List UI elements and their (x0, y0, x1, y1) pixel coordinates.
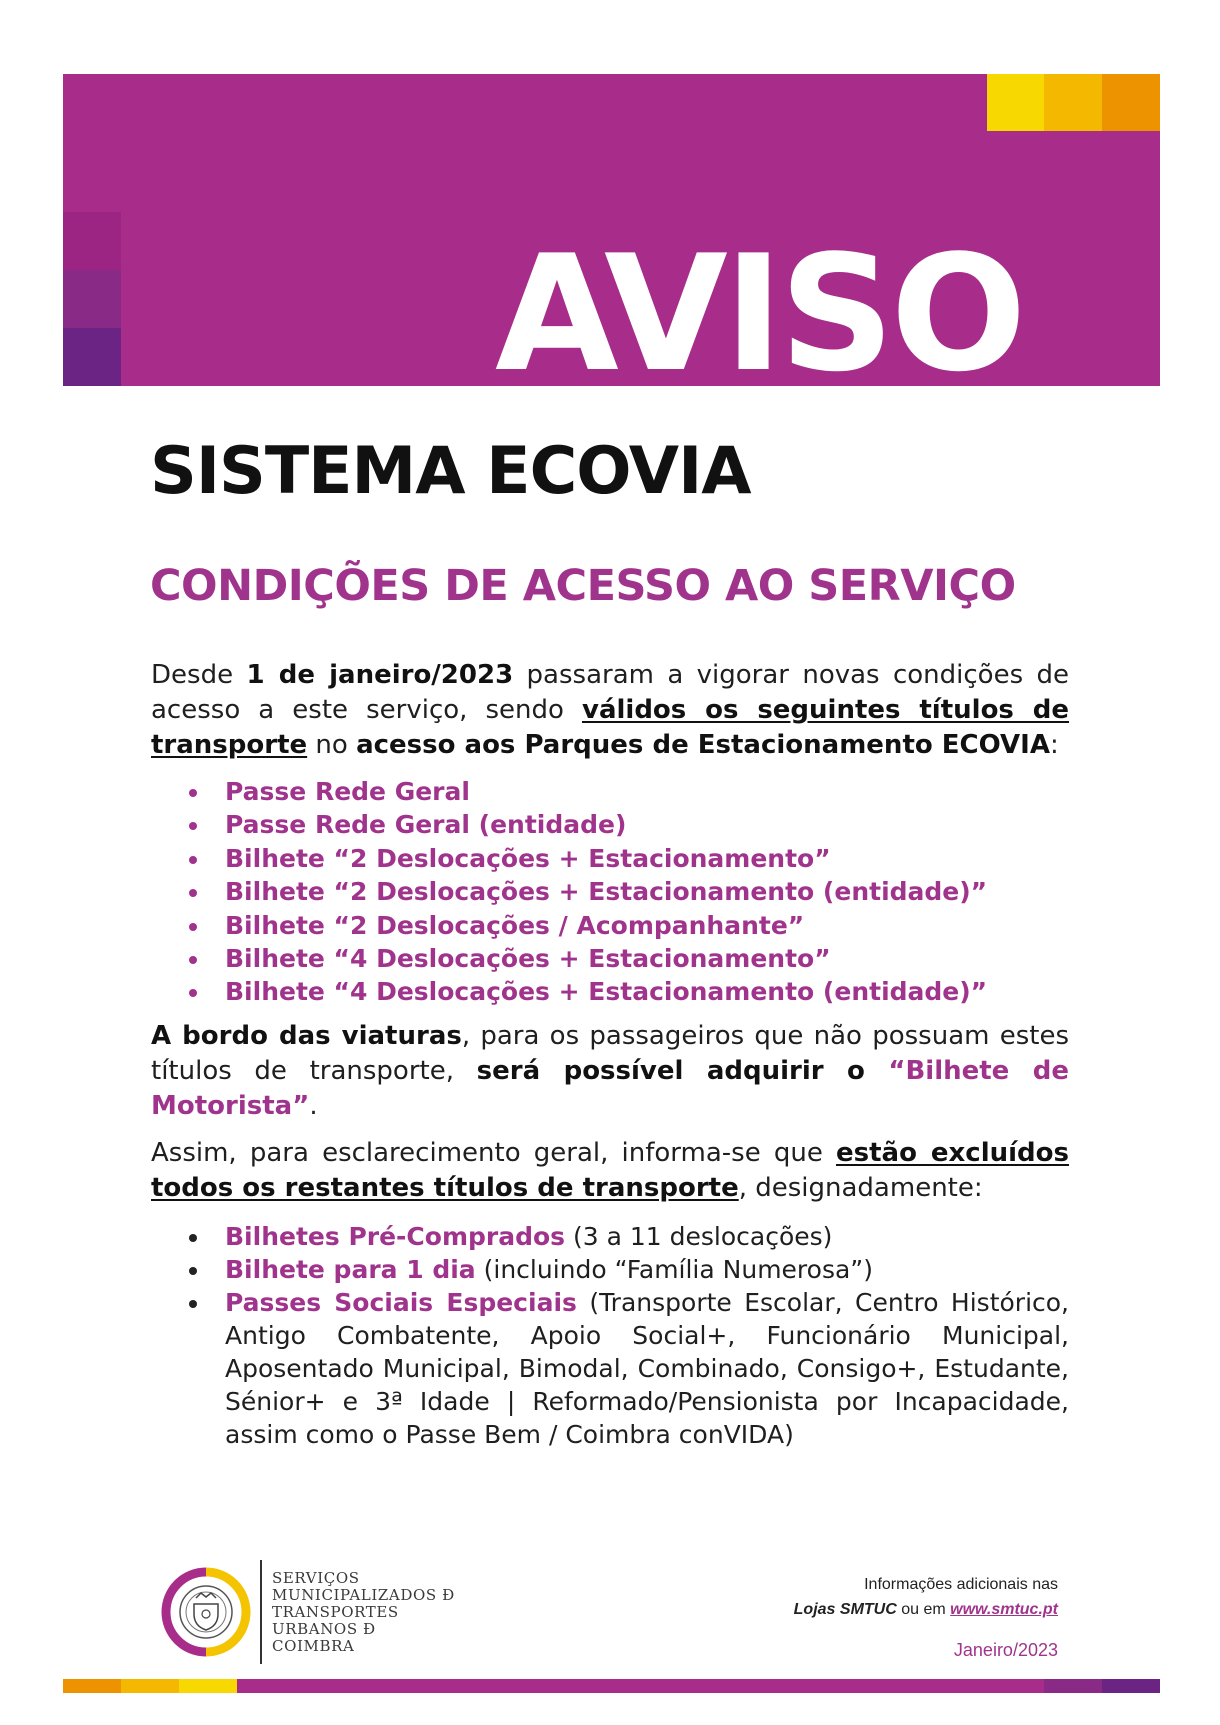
excluded-label: Bilhete para 1 dia (225, 1254, 476, 1284)
notice-body (151, 658, 1069, 1451)
list-item (151, 1286, 1069, 1451)
intro-text-4: : (1049, 730, 1059, 760)
list-item: Bilhete “2 Deslocações + Estacionamento” (151, 842, 1069, 875)
banner-chip-purple-1 (63, 212, 121, 270)
intro-valid-titles: válidos os seguintes títulos de transporte (151, 695, 1070, 760)
shops-text: Lojas SMTUC (793, 1601, 897, 1618)
excluded-titles-list (151, 1220, 1069, 1451)
list-item (151, 1253, 1069, 1286)
excluded-detail: (Transporte Escolar, Centro Histórico, Antigo Combatente, Apoio Social+, Funcionário Municipal, Aposentado Municipal, Bimodal, Combinado, Consigo+, Estudante, Sénior+ e 3ª Idade | Reformado/Pensionista por Incapacidade, assim como o Passe Bem / Coimbra conVIDA) (225, 1287, 1070, 1449)
org-line: SERVIÇOS (272, 1569, 360, 1587)
onboard-paragraph (151, 1019, 1069, 1124)
intro-paragraph (151, 658, 1069, 763)
org-line: TRANSPORTES (272, 1603, 399, 1621)
footer-stripe-purple (237, 1679, 1044, 1693)
excluded-text-1: Assim, para esclarecimento geral, informa-se que (151, 1137, 836, 1168)
page-subtitle: CONDIÇÕES DE ACESSO AO SERVIÇO (150, 561, 1016, 611)
banner-chip-yellow-1 (987, 74, 1044, 131)
or-text: ou em (896, 1601, 951, 1618)
footer-stripe-purple-2 (1044, 1679, 1102, 1693)
banner-chip-purple-3 (63, 328, 121, 386)
info-links-line (794, 1597, 1058, 1622)
footer-date: Janeiro/2023 (953, 1640, 1058, 1660)
onboard-text-1: , para os passageiros que não possuam estes títulos de transporte, (151, 1020, 1069, 1086)
intro-text-1: Desde (151, 660, 247, 690)
list-item: Bilhete “4 Deslocações + Estacionamento” (151, 942, 1069, 975)
excluded-detail: (incluindo “Família Numerosa”) (475, 1254, 873, 1284)
footer-divider (260, 1560, 262, 1664)
smtuc-logo-icon (160, 1566, 252, 1658)
banner-chip-yellow-2 (1044, 74, 1102, 131)
onboard-bold-2: será possível adquirir o (476, 1055, 889, 1086)
intro-text-3: no (307, 730, 357, 760)
excluded-label: Passes Sociais Especiais (225, 1287, 577, 1317)
org-line: COIMBRA (272, 1637, 355, 1655)
org-line: URBANOS Đ (272, 1620, 376, 1638)
list-item: Bilhete “2 Deslocações / Acompanhante” (151, 909, 1069, 942)
excluded-bold: estão excluídos todos os restantes títulos de transporte (151, 1137, 1069, 1203)
list-item (151, 1220, 1069, 1253)
aviso-word: AVISO (495, 220, 1023, 386)
excluded-text-2: , designadamente: (738, 1172, 983, 1203)
intro-parks: acesso aos Parques de Estacionamento ECOVIA (356, 730, 1050, 760)
website-link[interactable]: www.smtuc.pt (950, 1601, 1058, 1618)
footer-stripe-amber (121, 1679, 179, 1693)
list-item: Passe Rede Geral (151, 775, 1069, 808)
onboard-text-2: . (309, 1090, 318, 1121)
org-line: MUNICIPALIZADOS Đ (272, 1586, 455, 1604)
footer-info (794, 1572, 1058, 1622)
footer-organization (272, 1570, 455, 1655)
intro-date: 1 de janeiro/2023 (246, 660, 514, 690)
excluded-label: Bilhetes Pré-Comprados (225, 1221, 566, 1251)
footer-stripe-purple-3 (1102, 1679, 1160, 1693)
banner-chip-purple-2 (63, 270, 121, 328)
info-line: Informações adicionais nas (864, 1576, 1058, 1593)
list-item: Passe Rede Geral (entidade) (151, 808, 1069, 841)
onboard-bold-1: A bordo das viaturas (151, 1020, 462, 1051)
excluded-detail: (3 a 11 deslocações) (565, 1221, 833, 1251)
list-item: Bilhete “2 Deslocações + Estacionamento (entidade)” (151, 875, 1069, 908)
valid-titles-list (151, 775, 1069, 1009)
aviso-banner (63, 74, 1160, 386)
banner-chip-orange (1102, 74, 1160, 131)
excluded-paragraph (151, 1136, 1069, 1206)
footer-stripe-orange (63, 1679, 121, 1693)
page-title: SISTEMA ECOVIA (150, 434, 751, 509)
footer-stripe-yellow (179, 1679, 237, 1693)
list-item: Bilhete “4 Deslocações + Estacionamento (entidade)” (151, 975, 1069, 1008)
onboard-driver-ticket: “Bilhete de Motorista” (151, 1055, 1070, 1121)
intro-text-2: passaram a vigorar novas condições de acesso a este serviço, sendo (151, 660, 1070, 725)
